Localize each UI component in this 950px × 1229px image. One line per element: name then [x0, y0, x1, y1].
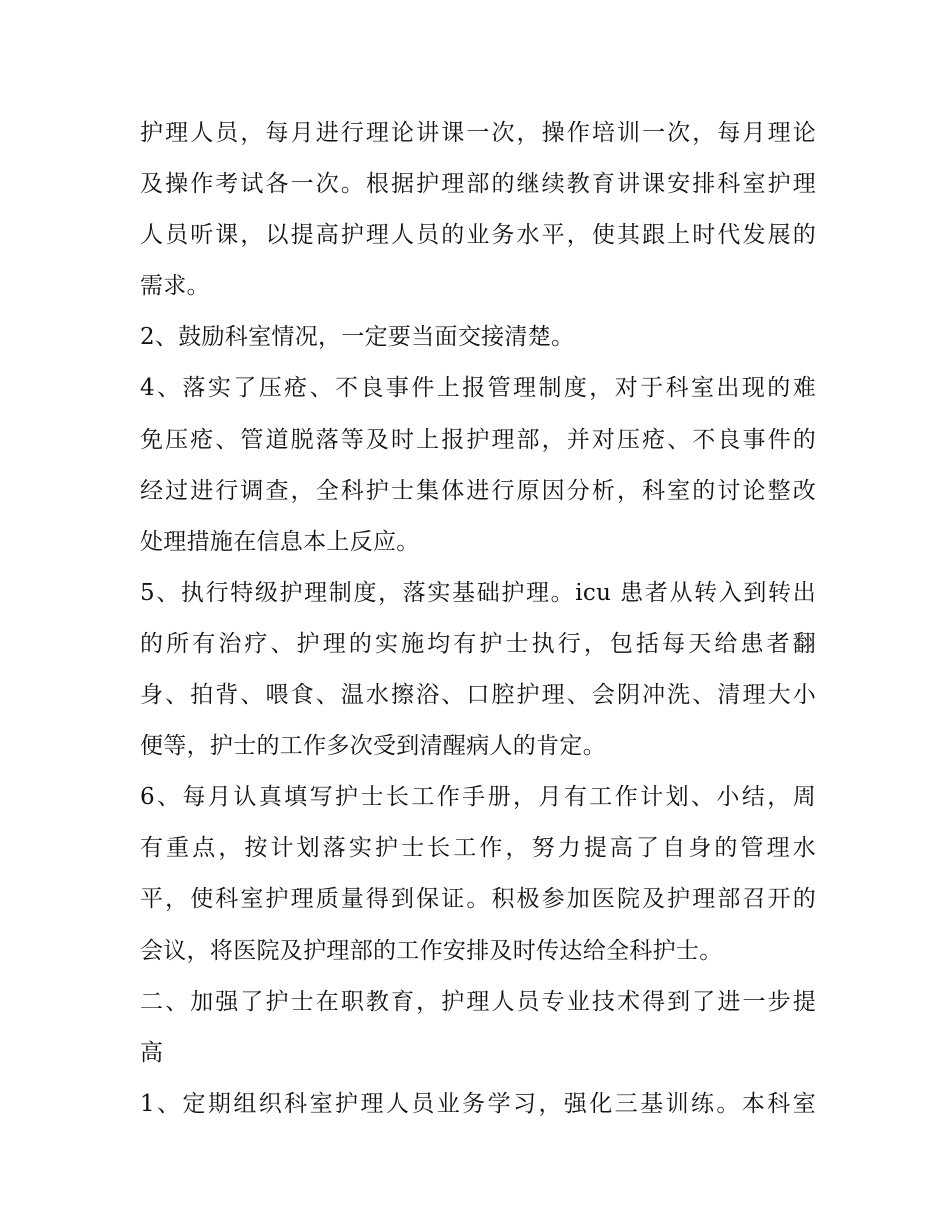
text-line: 身、拍背、喂食、温水擦浴、口腔护理、会阴冲洗、清理大小 [140, 682, 816, 709]
text-line: 有重点，按计划落实护士长工作，努力提高了自身的管理水 [140, 835, 816, 862]
paragraph-item-2 [140, 312, 816, 363]
section-heading-2 [140, 977, 816, 1079]
paragraph-section-2-item-1 [140, 1079, 816, 1130]
text-line: 平，使科室护理质量得到保证。积极参加医院及护理部召开的 [140, 886, 816, 913]
text-line: 护理人员，每月进行理论讲课一次，操作培训一次，每月理论 [140, 120, 816, 146]
paragraph-intro [140, 108, 816, 312]
text-line: 5、执行特级护理制度，落实基础护理。icu 患者从转入到转出 [140, 579, 816, 606]
paragraph-item-6 [140, 772, 816, 976]
text-line: 4、落实了压疮、不良事件上报管理制度，对于科室出现的难 [140, 375, 816, 402]
text-line: 2、鼓励科室情况，一定要当面交接清楚。 [140, 324, 575, 351]
text-line: 经过进行调查，全科护士集体进行原因分析，科室的讨论整改 [140, 477, 816, 504]
document-body [140, 108, 816, 1130]
text-line: 二、加强了护士在职教育，护理人员专业技术得到了进一步提 [140, 988, 816, 1015]
text-line: 会议，将医院及护理部的工作安排及时传达给全科护士。 [140, 937, 723, 964]
text-line: 1、定期组织科室护理人员业务学习，强化三基训练。本科室 [140, 1090, 816, 1117]
text-line: 人员听课，以提高护理人员的业务水平，使其跟上时代发展的 [140, 222, 816, 249]
text-line: 及操作考试各一次。根据护理部的继续教育讲课安排科室护理 [140, 171, 816, 198]
text-line: 6、每月认真填写护士长工作手册，月有工作计划、小结，周 [140, 784, 816, 811]
text-line: 处理措施在信息本上反应。 [140, 528, 420, 555]
text-line: 免压疮、管道脱落等及时上报护理部，并对压疮、不良事件的 [140, 426, 816, 453]
text-line: 便等，护士的工作多次受到清醒病人的肯定。 [140, 733, 606, 760]
paragraph-item-4 [140, 363, 816, 567]
text-line: 需求。 [140, 273, 210, 300]
text-line: 的所有治疗、护理的实施均有护士执行，包括每天给患者翻 [140, 630, 816, 657]
text-line: 高 [140, 1039, 164, 1066]
paragraph-item-5 [140, 568, 816, 772]
